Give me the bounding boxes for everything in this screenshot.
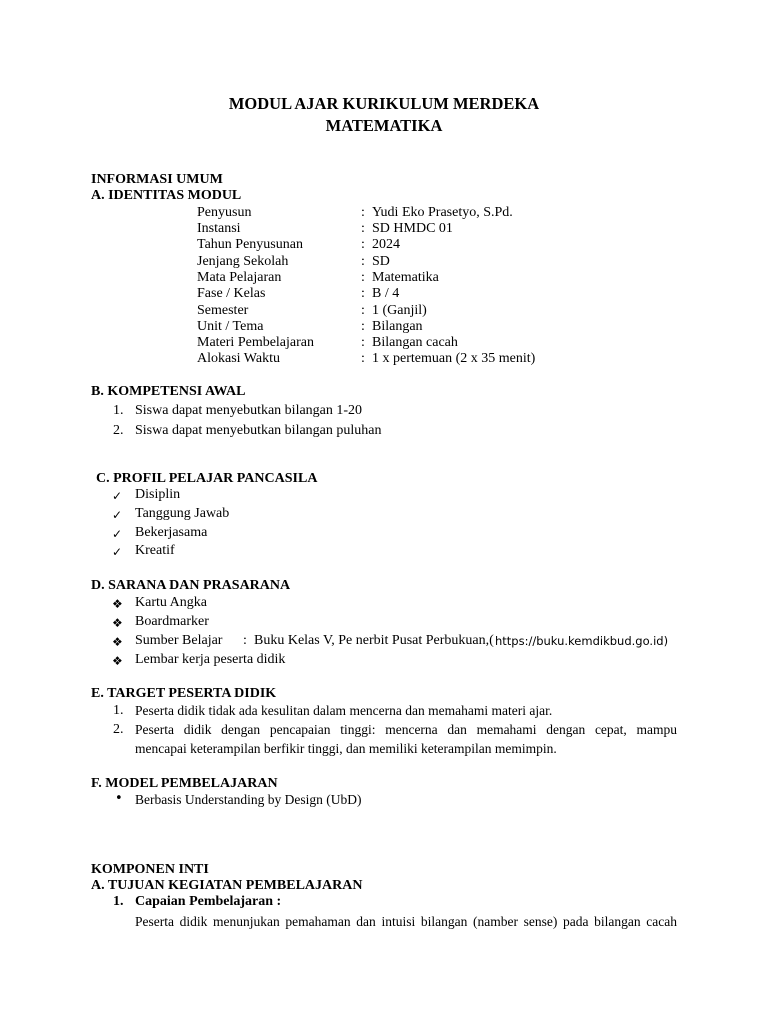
sumber-belajar-link[interactable]: https://buku.kemdikbud.go.id) xyxy=(495,634,669,648)
identitas-colon: : xyxy=(361,303,365,318)
list-item-continued: mencapai keterampilan berfikir tinggi, dan memiliki keterampilan memimpin. xyxy=(135,741,557,756)
checkmark-icon: ✓ xyxy=(112,527,123,541)
identitas-colon: : xyxy=(361,205,365,220)
identitas-colon: : xyxy=(361,237,365,252)
identitas-colon: : xyxy=(361,254,365,269)
bullet-icon: • xyxy=(115,791,123,806)
diamond-bullet-icon: ❖ xyxy=(112,635,123,649)
checkmark-icon: ✓ xyxy=(112,545,123,559)
list-number: 2. xyxy=(113,423,124,438)
identitas-value: 1 x pertemuan (2 x 35 menit) xyxy=(372,351,536,366)
identitas-label: Fase / Kelas xyxy=(197,286,266,301)
sumber-belajar-text: Buku Kelas V, Pe nerbit Pusat Perbukuan,( xyxy=(254,633,494,648)
identitas-label: Materi Pembelajaran xyxy=(197,335,315,350)
heading-tujuan-kegiatan: A. TUJUAN KEGIATAN PEMBELAJARAN xyxy=(91,878,363,893)
list-item: Berbasis Understanding by Design (UbD) xyxy=(135,792,362,807)
list-number: 1. xyxy=(113,703,124,718)
subheading-capaian: Capaian Pembelajaran : xyxy=(135,894,282,909)
identitas-colon: : xyxy=(361,286,365,301)
capaian-text: Peserta didik menunjukan pemahaman dan intuisi bilangan (namber sense) pada bilangan cacah xyxy=(135,914,677,929)
document-subtitle: MATEMATIKA xyxy=(325,116,443,135)
heading-profil-pelajar: C. PROFIL PELAJAR PANCASILA xyxy=(96,471,318,486)
identitas-label: Instansi xyxy=(197,221,241,236)
identitas-label: Alokasi Waktu xyxy=(197,351,280,366)
identitas-colon: : xyxy=(361,351,365,366)
sumber-belajar-label: Sumber Belajar xyxy=(135,633,223,648)
checkmark-icon: ✓ xyxy=(112,489,123,503)
identitas-colon: : xyxy=(361,270,365,285)
identitas-value: Yudi Eko Prasetyo, S.Pd. xyxy=(372,205,513,220)
identitas-colon: : xyxy=(361,221,365,236)
identitas-value: SD xyxy=(372,254,390,269)
list-item: Kartu Angka xyxy=(135,595,207,610)
list-item: Disiplin xyxy=(135,487,181,502)
identitas-label: Penyusun xyxy=(197,205,252,220)
identitas-value: Bilangan xyxy=(372,319,423,334)
identitas-colon: : xyxy=(361,335,365,350)
heading-model-pembelajaran: F. MODEL PEMBELAJARAN xyxy=(91,776,278,791)
list-item: Peserta didik dengan pencapaian tinggi: mencerna dan memahami dengan cepat, mampu xyxy=(135,722,677,737)
identitas-label: Unit / Tema xyxy=(197,319,264,334)
list-item: Lembar kerja peserta didik xyxy=(135,652,286,667)
list-number: 1. xyxy=(113,894,124,909)
list-item: Siswa dapat menyebutkan bilangan puluhan xyxy=(135,423,382,438)
list-item: Siswa dapat menyebutkan bilangan 1-20 xyxy=(135,403,363,418)
heading-identitas-modul: A. IDENTITAS MODUL xyxy=(91,188,242,203)
diamond-bullet-icon: ❖ xyxy=(112,654,123,668)
diamond-bullet-icon: ❖ xyxy=(112,616,123,630)
identitas-value: Matematika xyxy=(372,270,439,285)
section-informasi-umum: INFORMASI UMUM xyxy=(91,172,223,187)
identitas-label: Tahun Penyusunan xyxy=(197,237,303,252)
identitas-label: Jenjang Sekolah xyxy=(197,254,289,269)
identitas-value: 1 (Ganjil) xyxy=(372,303,427,318)
list-number: 2. xyxy=(113,722,124,737)
identitas-value: SD HMDC 01 xyxy=(372,221,453,236)
identitas-value: 2024 xyxy=(372,237,400,252)
list-item: Kreatif xyxy=(135,543,175,558)
checkmark-icon: ✓ xyxy=(112,508,123,522)
diamond-bullet-icon: ❖ xyxy=(112,597,123,611)
heading-target-peserta: E. TARGET PESERTA DIDIK xyxy=(91,686,277,701)
section-komponen-inti: KOMPONEN INTI xyxy=(91,862,209,877)
heading-sarana-prasarana: D. SARANA DAN PRASARANA xyxy=(91,578,291,593)
identitas-colon: : xyxy=(361,319,365,334)
list-item: Boardmarker xyxy=(135,614,209,629)
sumber-belajar-colon: : xyxy=(243,633,247,648)
identitas-label: Mata Pelajaran xyxy=(197,270,282,285)
document-title: MODUL AJAR KURIKULUM MERDEKA xyxy=(228,94,540,113)
identitas-value: B / 4 xyxy=(372,286,400,301)
list-item: Bekerjasama xyxy=(135,525,208,540)
identitas-value: Bilangan cacah xyxy=(372,335,458,350)
list-number: 1. xyxy=(113,403,124,418)
list-item: Tanggung Jawab xyxy=(135,506,230,521)
list-item: Peserta didik tidak ada kesulitan dalam mencerna dan memahami materi ajar. xyxy=(135,703,553,718)
heading-kompetensi-awal: B. KOMPETENSI AWAL xyxy=(91,384,246,399)
identitas-label: Semester xyxy=(197,303,249,318)
